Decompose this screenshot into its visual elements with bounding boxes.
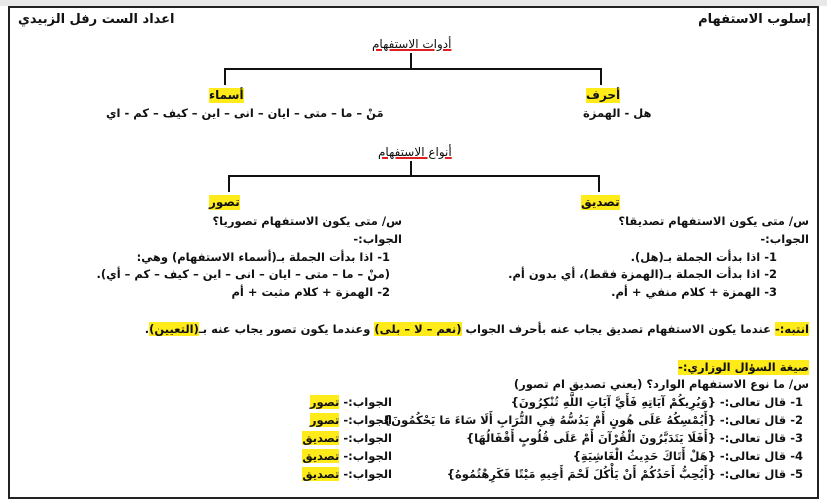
tasawwur-label: تصور: [209, 195, 240, 209]
question-item-1: 1- قال تعالى:- {وَيُرِيكُمْ آيَاتِهِ فَأَيَّ آيَاتِ اللَّهِ تُنْكِرُونَ}: [510, 395, 803, 409]
tools-right-drop: [600, 68, 602, 85]
note-label: انتبه:-: [775, 322, 809, 336]
author-credit: اعداد الست رفل الزبيدي: [18, 12, 175, 27]
tools-left-drop: [224, 68, 226, 85]
note-line: انتبه:- عندما يكون الاستفهام تصديق يجاب عنه بأحرف الجواب (نعم – لا – بلى) وعندما يكون تصور يجاب عنه بـ(التعيين).: [144, 322, 809, 336]
answer-1: تصور: [309, 395, 340, 409]
tasdeeq-question: س/ متى يكون الاستفهام تصديقا؟: [618, 214, 809, 228]
tasdeeq-point-2: 2- اذا بدأت الجملة بـ(الهمزة فقط)، أي بدون أم.: [508, 267, 777, 281]
tasawwur-answer-label: الجواب:-: [353, 232, 402, 246]
answer-row-4: الجواب:- تصديق: [302, 449, 392, 463]
ministerial-question: س/ ما نوع الاستفهام الوارد؟ (يعني تصديق ام تصور): [513, 377, 809, 391]
answer-2: تصور: [309, 413, 340, 427]
tasawwur-point-1: 1- اذا بدأت الجملة بـ(أسماء الاستفهام) وهي:: [136, 250, 390, 264]
question-item-2: 2- قال تعالى:- {أَيُمْسِكُهُ عَلَى هُونٍ أَمْ يَدُسُّهُ فِي التُّرَابِ أَلَا سَاءَ مَا يَحْكُمُونَ}: [383, 413, 803, 427]
answer-5: تصديق: [302, 467, 340, 481]
answer-row-5: الجواب:- تصديق: [302, 467, 392, 481]
tools-heading: أدوات الاستفهام: [372, 37, 452, 51]
question-item-5: 5- قال تعالى:- {أَيُحِبُّ أَحَدُكُمْ أَنْ يَأْكُلَ لَحْمَ أَخِيهِ مَيْتًا فَكَرِهْتُمُوهُ}: [446, 467, 803, 481]
answer-row-1: الجواب:- تصور: [309, 395, 392, 409]
answer-row-2: الجواب:- تصور: [309, 413, 392, 427]
answer-3: تصديق: [302, 431, 340, 445]
tools-stem: [410, 53, 412, 69]
tasawwur-point-1-list: (منْ – ما – متى – ايان – انى – اين – كيف – كم – أي).: [96, 267, 390, 281]
tasawwur-point-2: 2- الهمزة + كلام مثبت + أم: [231, 285, 390, 299]
question-item-4: 4- قال تعالى:- {هَلْ أَتَاكَ حَدِيثُ الْغَاشِيَةِ}: [572, 449, 803, 463]
tasdeeq-point-1: 1- اذا بدأت الجملة بـ(هل).: [630, 250, 777, 264]
types-heading: أنواع الاستفهام: [378, 145, 452, 159]
note-tayeen: (التعيين): [149, 322, 199, 336]
tools-branch: [224, 68, 602, 70]
types-stem: [410, 161, 412, 176]
types-branch: [228, 175, 600, 177]
types-right-drop: [598, 175, 600, 192]
answer-4: تصديق: [302, 449, 340, 463]
question-item-3: 3- قال تعالى:- {أَفَلَا يَتَدَبَّرُونَ الْقُرْآنَ أَمْ عَلَى قُلُوبٍ أَقْفَالُهَا}: [465, 431, 803, 445]
tasdeeq-answer-label: الجواب:-: [760, 232, 809, 246]
types-left-drop: [228, 175, 230, 192]
ministerial-heading: صيغة السؤال الوزاري:-: [678, 360, 809, 374]
tasawwur-question: س/ متى يكون الاستفهام تصوريا؟: [212, 214, 402, 228]
answer-row-3: الجواب:- تصديق: [302, 431, 392, 445]
note-answers: (نعم – لا – بلى): [374, 322, 462, 336]
tasdeeq-label: تصديق: [581, 195, 620, 209]
page-title: إسلوب الاستفهام: [698, 12, 811, 27]
nouns-label: أسماء: [209, 88, 244, 102]
letters-label: أحرف: [586, 88, 621, 102]
letters-items: هل - الهمزة: [583, 106, 652, 120]
tasdeeq-point-3: 3- الهمزة + كلام منفي + أم.: [611, 285, 777, 299]
nouns-items: مَنْ – ما – متى – ايان – انى – اين – كيف – كم - اي: [106, 106, 384, 120]
